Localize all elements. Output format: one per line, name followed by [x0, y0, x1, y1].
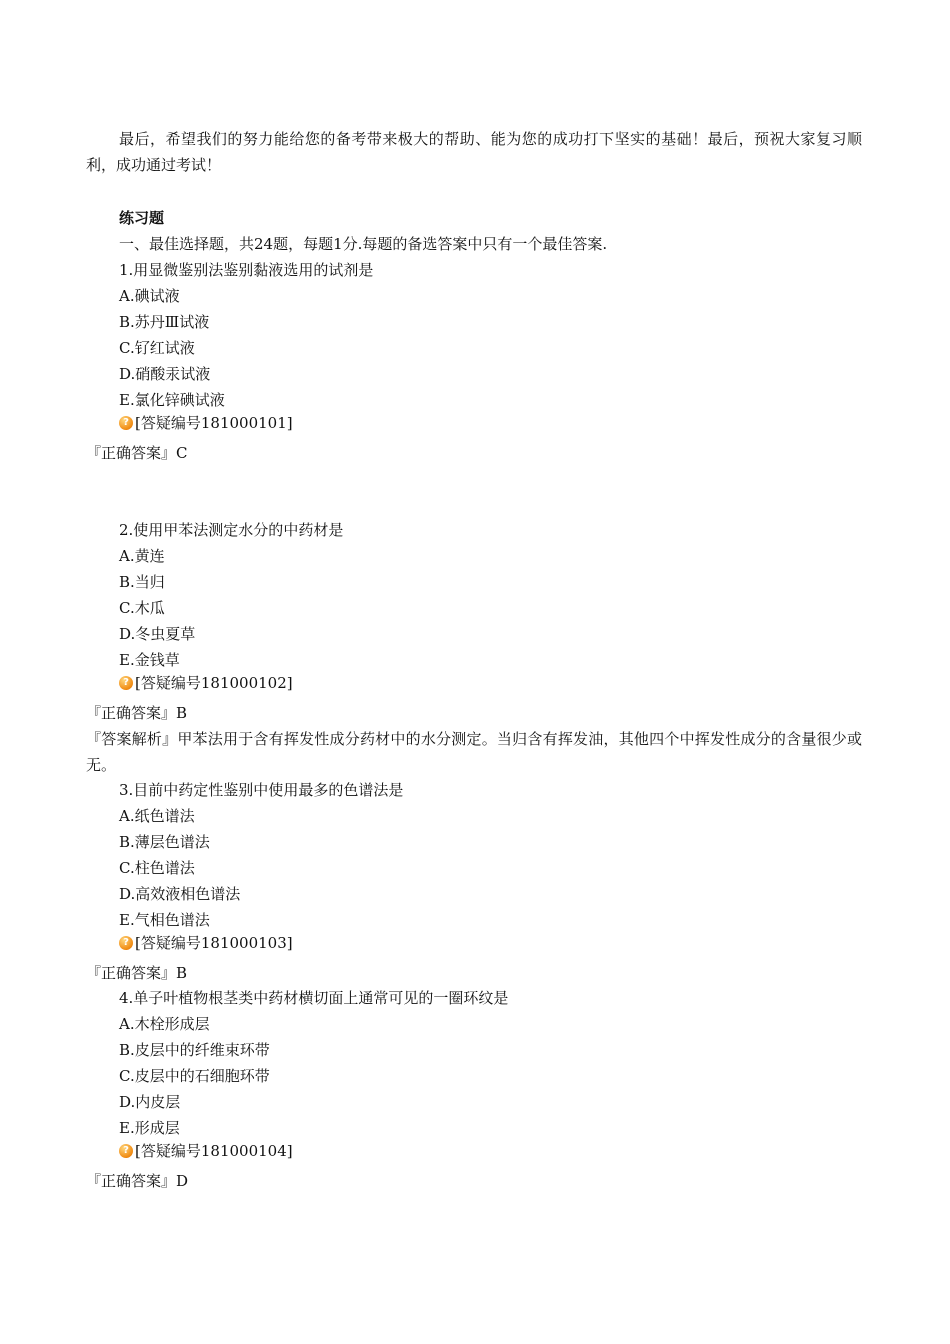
option-e: E.氯化锌碘试液: [119, 391, 225, 409]
question-id-row[interactable]: [86, 930, 895, 956]
option-c: C.皮层中的石细胞环带: [119, 1067, 270, 1085]
option-d: D.高效液相色谱法: [119, 885, 241, 903]
question-4: 4.单子叶植物根茎类中药材横切面上通常可见的一圈环纹是: [119, 989, 509, 1007]
question-id-row[interactable]: [86, 670, 895, 696]
question-id-label[interactable]: [答疑编号181000104]: [135, 1142, 293, 1160]
question-circle-icon[interactable]: ?: [119, 936, 133, 950]
question-1: 1.用显微鉴别法鉴别黏液选用的试剂是: [119, 261, 374, 279]
option-d: D.冬虫夏草: [119, 625, 196, 643]
correct-answer: 『正确答案』D: [86, 1172, 189, 1190]
option-e: E.形成层: [119, 1119, 180, 1137]
option-a: A.纸色谱法: [119, 807, 195, 825]
option-d: D.硝酸汞试液: [119, 365, 211, 383]
option-b: B.皮层中的纤维束环带: [119, 1041, 270, 1059]
option-c: C.柱色谱法: [119, 859, 195, 877]
option-e: E.气相色谱法: [119, 911, 210, 929]
option-b: B.薄层色谱法: [119, 833, 210, 851]
option-c: C.钌红试液: [119, 339, 195, 357]
option-b: B.苏丹Ⅲ试液: [119, 313, 210, 331]
answer-analysis: 『答案解析』甲苯法用于含有挥发性成分药材中的水分测定。当归含有挥发油，其他四个中挥发性成分的含量很少或无。: [86, 730, 862, 774]
question-circle-icon[interactable]: ?: [119, 1144, 133, 1158]
option-a: A.黄连: [119, 547, 165, 565]
question-id-label[interactable]: [答疑编号181000103]: [135, 934, 293, 952]
question-id-label[interactable]: [答疑编号181000102]: [135, 674, 293, 692]
section-title: 练习题: [119, 209, 165, 227]
intro-paragraph: 最后，希望我们的努力能给您的备考带来极大的帮助、能为您的成功打下坚实的基础！最后，预祝大家复习顺利，成功通过考试！: [86, 130, 862, 174]
question-circle-icon[interactable]: ?: [119, 676, 133, 690]
option-a: A.碘试液: [119, 287, 180, 305]
option-b: B.当归: [119, 573, 165, 591]
question-2: 2.使用甲苯法测定水分的中药材是: [119, 521, 344, 539]
option-d: D.内皮层: [119, 1093, 181, 1111]
correct-answer: 『正确答案』C: [86, 444, 188, 462]
correct-answer: 『正确答案』B: [86, 964, 188, 982]
question-id-row[interactable]: [86, 410, 895, 436]
option-e: E.金钱草: [119, 651, 180, 669]
question-id-row[interactable]: [86, 1138, 895, 1164]
option-a: A.木栓形成层: [119, 1015, 210, 1033]
question-id-label[interactable]: [答疑编号181000101]: [135, 414, 293, 432]
question-circle-icon[interactable]: ?: [119, 416, 133, 430]
section-description: 一、最佳选择题，共24题，每题1分.每题的备选答案中只有一个最佳答案.: [119, 235, 608, 253]
correct-answer: 『正确答案』B: [86, 704, 188, 722]
question-3: 3.目前中药定性鉴别中使用最多的色谱法是: [119, 781, 404, 799]
option-c: C.木瓜: [119, 599, 165, 617]
